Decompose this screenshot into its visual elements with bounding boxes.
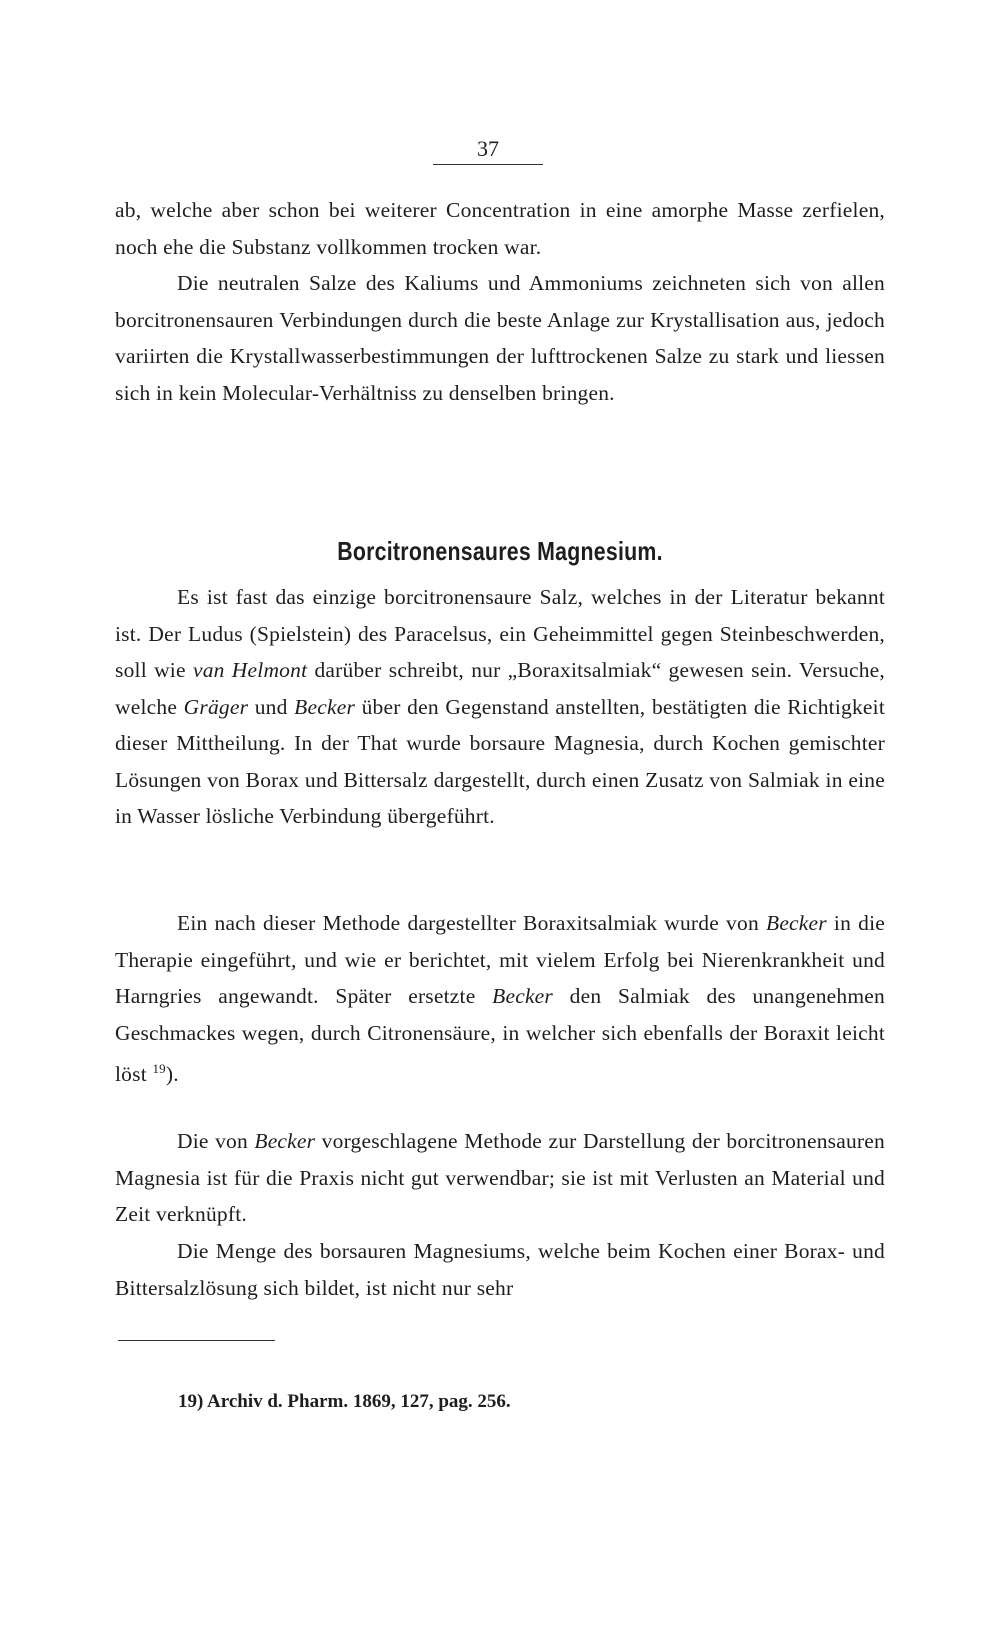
text-run: Ein nach dieser Methode dargestellter Boraxitsalmiak wurde von (177, 911, 766, 935)
text-run: vorgeschlagene Methode zur Darstellung der borcitronensauren Magnesia ist für die Praxis nicht gut verwendbar; sie ist mit Verlusten an Material und Zeit verknüpft. (115, 1129, 885, 1226)
author-name: van Helmont (192, 658, 308, 682)
author-name: Becker (294, 694, 356, 719)
paragraph-method (115, 905, 885, 1093)
text-run: in die Therapie eingeführt, und wie er berichtet, mit vielem Erfolg bei Nierenkrankheit und Harngries angewandt. Später ersetzte (115, 911, 885, 1008)
page-number: 37 (433, 136, 543, 165)
footnote-reference: 19 (152, 1061, 166, 1076)
paragraph-continuation: ab, welche aber schon bei weiterer Concentration in eine amorphe Masse zerfielen, noch ehe die Substanz vollkommen trocken war. (115, 198, 885, 259)
paragraph-preparation (115, 1123, 885, 1233)
footnote-divider (118, 1340, 275, 1341)
text-run: und (248, 694, 295, 719)
footnote: 19) Archiv d. Pharm. 1869, 127, pag. 256. (178, 1391, 511, 1412)
author-name: Becker (765, 911, 827, 935)
text-run: darüber schreibt, nur „Boraxitsalmiak“ gewesen sein. Versuche, welche (115, 658, 885, 719)
author-name: Becker (254, 1129, 316, 1153)
paragraph-literature (115, 579, 885, 835)
text-run: ). (165, 1062, 179, 1087)
section-heading: Borcitronensaures Magnesium. (337, 536, 663, 566)
text-run: den Salmiak des unangenehmen Geschmackes wegen, durch Citronensäure, in welcher sich ebenfalls der Boraxit leicht löst (115, 984, 885, 1087)
paragraph-salts: Die neutralen Salze des Kaliums und Ammoniums zeichneten sich von allen borcitronensauren Verbindungen durch die beste Anlage zur Krystallisation aus, jedoch variirten die Krystallwasserbestimmungen der lufttrockenen Salze zu stark und liessen sich in kein Molecular-Verhältniss zu denselben bringen. (115, 271, 885, 405)
text-run: über den Gegenstand anstellten, bestätigten die Richtigkeit dieser Mittheilung. In der That wurde borsaure Magnesia, durch Kochen gemischter Lösungen von Borax und Bittersalz dargestellt, durch einen Zusatz von Salmiak in eine in Wasser lösliche Verbindung übergeführt. (115, 694, 886, 828)
author-name: Gräger (183, 694, 249, 719)
text-run: Die von (177, 1129, 255, 1153)
author-name: Becker (492, 984, 553, 1008)
text-run: Es ist fast das einzige borcitronensaure Salz, welches in der Literatur bekannt ist. Der Ludus (Spielstein) des Paracelsus, ein Geheimmittel gegen Steinbeschwerden, soll wie (115, 585, 885, 682)
paragraph-quantity: Die Menge des borsauren Magnesiums, welche beim Kochen einer Borax- und Bittersalzlösung sich bildet, ist nicht nur sehr (115, 1239, 885, 1300)
